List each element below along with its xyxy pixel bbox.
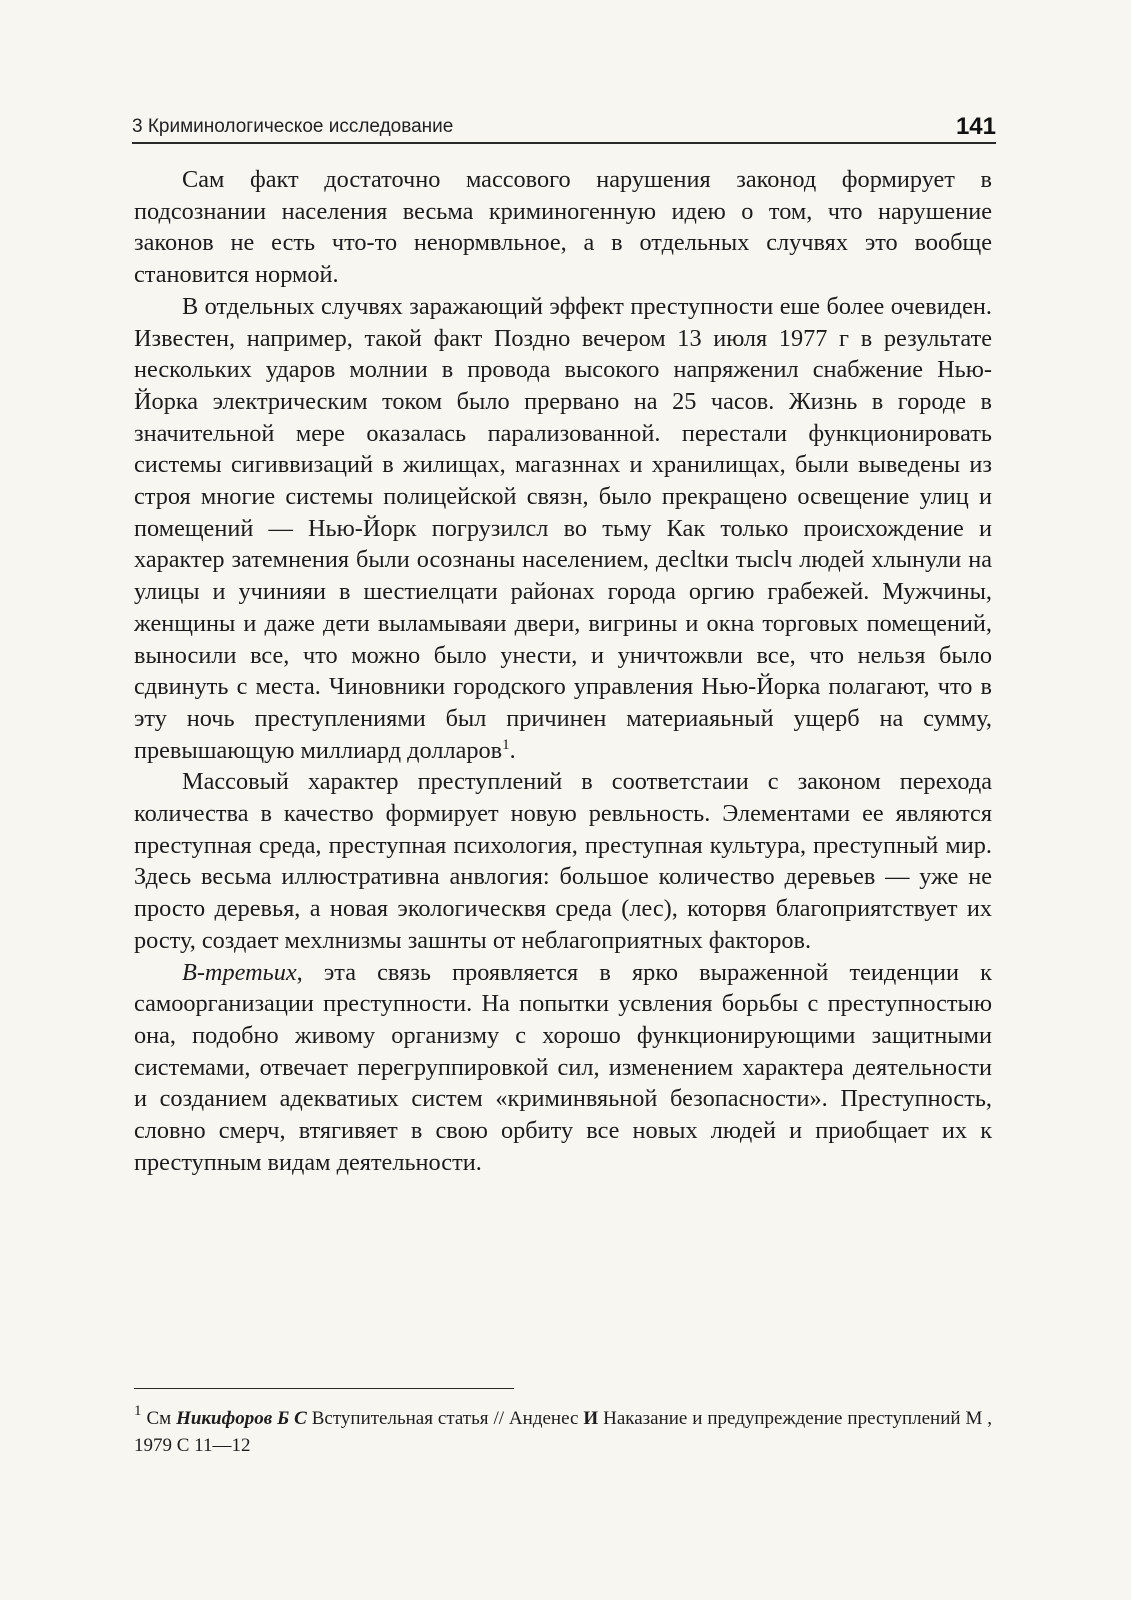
footnote-prefix: См	[146, 1408, 172, 1429]
paragraph-2-end: .	[509, 736, 516, 764]
paragraph-2-text: В отдельных случвях заражающий эффект преступности еше более очевиден. Известен, например, такой факт Поздно вечером 13 июля 1977 г в результате нескольких ударов молнии в провода высокого напряженил снабжение Нью-Йорка электрическим током было прервано на 25 часов. Жизнь в городе в значительной мере оказалась парализованной. перестали функционировать системы сигиввизаций в жилищах, магазннах и хранилищах, были выведены из строя многие системы полицейской связн, было прекращено освещение улиц и помещений — Нью-Йорк погрузилсл во тьму Как только происхождение и характер затемнения были осознаны населением, десltки тысlч людей хлынули на улицы и учинияи в шестиелцати районах города оргию грабежей. Мужчины, женщины и даже дети выламываяи двери, вигрины и окна торговых помещений, выносили все, что можно было унести, и уничтожвли все, что нельзя было сдвинуть с места. Чиновники городского управления Нью-Йорка полагают, что в эту ночь преступлениями был причинен материаяьный ущерб на сумму, превышающую миллиард долларов	[134, 292, 992, 764]
footnote-marker: 1	[134, 1403, 142, 1419]
paragraph-4-text: , эта связь проявляется в ярко выраженной теиденции к самоорганизации преступности. На попытки усвления борьбы с преступностыю она, подобно живому организму с хорошо функционирующими защитными системами, отвечает перегруппировкой сил, изменением характера деятельности и созданием адекватиых систем «криминвяьной безопасности». Преступность, словно смерч, втягивяет в свою орбиту все новых людей и приобщает их к преступным видам деятельности.	[134, 958, 992, 1176]
footnote-author-2: И	[583, 1408, 599, 1429]
footnote-divider	[134, 1388, 514, 1389]
paragraph-2	[134, 291, 992, 767]
paragraph-4	[134, 957, 992, 1179]
running-header	[132, 112, 996, 144]
page-number: 141	[955, 113, 996, 140]
footnote-reference: 1	[502, 736, 510, 753]
main-text	[134, 164, 992, 1179]
footnote-middle: Вступительная статья // Анденес	[311, 1408, 579, 1429]
footnote-author: Никифоров Б С	[176, 1408, 307, 1429]
running-title: 3 Криминологическое исследование	[132, 116, 454, 137]
footnote-suffix: Наказание и предупреждение преступлений М , 1979 С 11—12	[134, 1408, 993, 1456]
paragraph-4-lead: В-третьих	[182, 958, 297, 986]
paragraph-3: Массовый характер преступлений в соответстаии с законом перехода количества в качество формирует новую ревльность. Элементами ее являются преступная среда, преступная психология, преступная культура, преступный мир. Здесь весьма иллюстративна анвлогия: большое количество деревьев — уже не просто деревья, а новая экологическвя среда (лес), которвя благоприятствует их росту, создает мехлнизмы зашнты от неблагоприятных факторов.	[134, 768, 992, 954]
paragraph-1: Сам факт достаточно массового нарушения законод формирует в подсознании населения весьма криминогенную идею о том, что нарушение законов не есть что-то ненормвльное, а в отдельных случвях это вообще становится нормой.	[134, 166, 992, 289]
footnote	[134, 1405, 992, 1459]
